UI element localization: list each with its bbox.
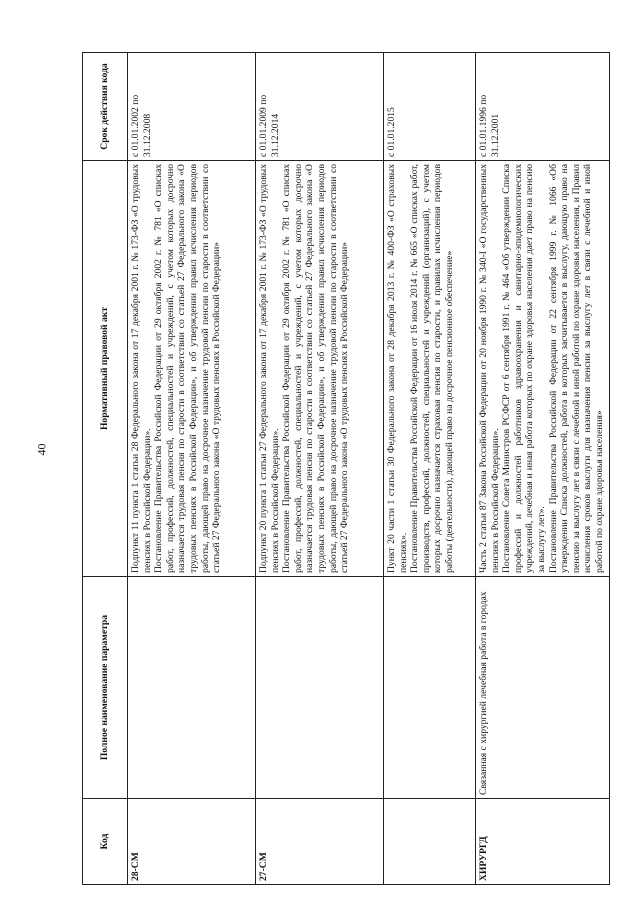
row-name: Связанная с хирургией лечебная работа в городах [476,577,610,799]
act-paragraph: Пункт 20 части 1 статьи 30 Федерального закона от 28 декабря 2013 г. № 400-ФЗ «О страховых пенсиях». [386,164,409,573]
act-paragraph: Часть 2 статьи 87 Закона Российской Федерации от 20 ноября 1990 г. № 340-I «О государственных пенсиях в Российской Федерации». [478,164,501,573]
row-name [128,577,256,799]
table-row [384,53,476,885]
row-act [476,161,610,577]
row-term: с 01.01.2009 по 31.12.2014 [256,53,384,161]
row-term: с 01.01.2002 по 31.12.2008 [128,53,256,161]
row-code: ХИРУРГД [476,799,610,885]
table-row [128,53,256,885]
row-name [384,577,476,799]
act-paragraph: Подпункт 20 пункта 1 статьи 27 Федерального закона от 17 декабря 2001 г. № 173-ФЗ «О трудовых пенсиях в Российской Федерации». [258,164,281,573]
rotated-table-container [82,53,606,885]
row-term: с 01.01.2015 [384,53,476,161]
row-code: 27-СМ [256,799,384,885]
act-paragraph: Постановление Правительства Российской Федерации от 16 июля 2014 г. № 665 «О списках работ, производств, профессий, должностей, специальностей и учреждений (организаций), с учетом которых досрочно назначается страховая пенсия по старости, и правилах исчисления периодов работы (деятельности), дающей право на досрочное пенсионное обеспечение» [409,164,455,573]
header-name: Полное наименование параметра [83,577,128,799]
row-code: 28-СМ [128,799,256,885]
table-header-row [83,53,128,885]
row-act [128,161,256,577]
row-name [256,577,384,799]
regulatory-acts-table [82,52,610,885]
act-paragraph: Постановление Правительства Российской Федерации от 29 октября 2002 г. № 781 «О списках работ, профессий, должностей, специальностей и учреждений, с учетом которых досрочно назначается трудовая пенсия по старости в соответствии со статьей 27 Федерального закона «О трудовых пенсиях в Российской Федерации», и об утверждении правил исчисления периодов работы, дающей право на досрочное назначение трудовой пенсии по старости в соответствии со статьей 27 Федерального закона «О трудовых пенсиях в Российской Федерации» [281,164,351,573]
page-number: 40 [34,443,49,456]
row-act [256,161,384,577]
header-act: Нормативный правовой акт [83,161,128,577]
table-row [476,53,610,885]
row-code [384,799,476,885]
header-term: Срок действия кода [83,53,128,161]
header-code: Код [83,799,128,885]
table-row [256,53,384,885]
act-paragraph: Постановление Совета Министров РСФСР от 6 сентября 1991 г. № 464 «Об утверждении Списка профессий и должностей работников здравоохранения и санитарно-эпидемиологических учреждений, лечебная и иная работа которых по охране здоровья населения дает право на пенсию за выслугу лет». [501,164,547,573]
act-paragraph: Постановление Правительства Российской Федерации от 22 сентября 1999 г. № 1066 «Об утверждении Списка должностей, работа в которых засчитывается в выслугу, дающую право на пенсию за выслугу лет в связи с лечебной и иной работой по охране здоровья населения, и Правил исчисления сроков выслуги для назначения пенсии за выслугу лет в связи с лечебной и иной работой по охране здоровья населения» [547,164,605,573]
act-paragraph: Постановление Правительства Российской Федерации от 29 октября 2002 г. № 781 «О списках работ, профессий, должностей, специальностей и учреждений, с учетом которых досрочно назначается трудовая пенсия по старости в соответствии со статьей 27 Федерального закона «О трудовых пенсиях в Российской Федерации», и об утверждении правил исчисления периодов работы, дающей право на досрочное назначение трудовой пенсии по старости в соответствии со статьей 27 Федерального закона «О трудовых пенсиях в Российской Федерации» [153,164,223,573]
row-act [384,161,476,577]
act-paragraph: Подпункт 11 пункта 1 статьи 28 Федерального закона от 17 декабря 2001 г. № 173-ФЗ «О трудовых пенсиях в Российской Федерации». [130,164,153,573]
row-term: с 01.01.1996 по 31.12.2001 [476,53,610,161]
